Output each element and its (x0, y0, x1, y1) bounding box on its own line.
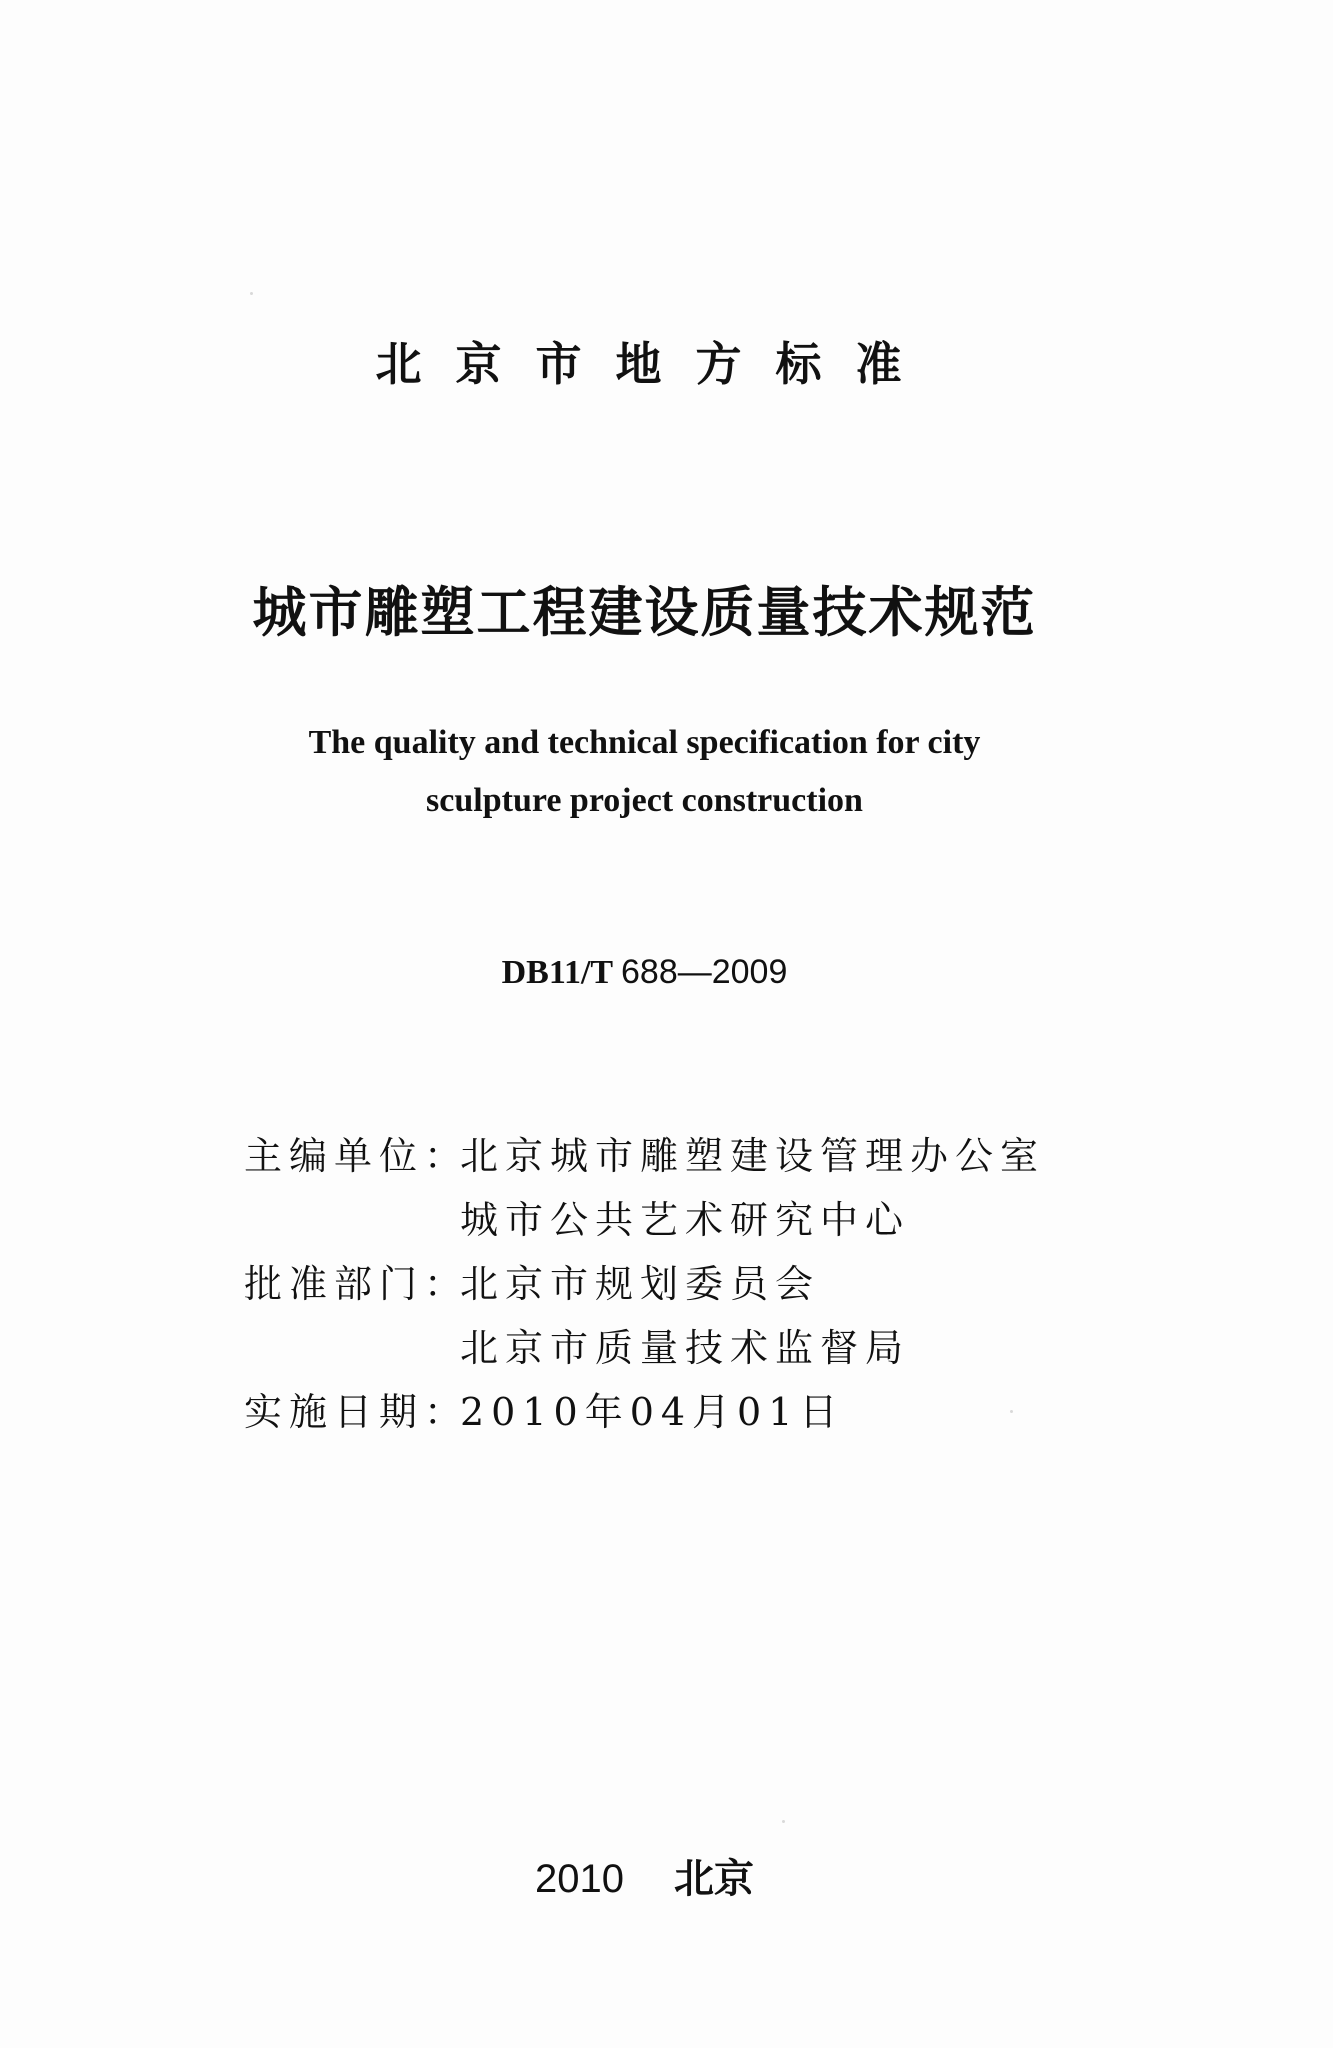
approval-dept-value: 北京市规划委员会 (460, 1262, 821, 1306)
effective-date-label: 实施日期： (244, 1390, 470, 1434)
publication-city: 北京 (673, 1856, 754, 1902)
publication-footer (0, 1854, 1311, 1904)
approval-dept-value-2: 北京市质量技术监督局 (460, 1326, 911, 1370)
info-row-approval-dept-cont (244, 1316, 1045, 1380)
publication-info (244, 1124, 1045, 1444)
chief-editor-label: 主编单位： (244, 1134, 470, 1178)
standard-code-number: 688—2009 (621, 953, 788, 991)
english-title (0, 714, 1311, 830)
scan-speck (250, 292, 253, 295)
chief-editor-value-2: 城市公共艺术研究中心 (460, 1198, 911, 1242)
standard-code-prefix: DB11/T (501, 954, 613, 991)
chief-editor-value: 北京城市雕塑建设管理办公室 (460, 1134, 1046, 1178)
scan-speck (782, 1820, 785, 1823)
publication-year: 2010 (535, 1857, 624, 1901)
approval-dept-label: 批准部门： (244, 1262, 470, 1306)
english-title-line-1: The quality and technical specification for city (308, 724, 981, 761)
standard-type-heading: 北京市地方标准 (375, 337, 936, 391)
standard-number (0, 950, 1311, 995)
chinese-title: 城市雕塑工程建设质量技术规范 (252, 581, 1037, 644)
info-row-effective-date (244, 1380, 1045, 1444)
english-title-line-2: sculpture project construction (426, 782, 863, 819)
effective-date-value: 2010年04月01日 (460, 1390, 845, 1434)
info-row-chief-editor-cont (244, 1188, 1045, 1252)
info-row-chief-editor (244, 1124, 1045, 1188)
info-row-approval-dept (244, 1252, 1045, 1316)
